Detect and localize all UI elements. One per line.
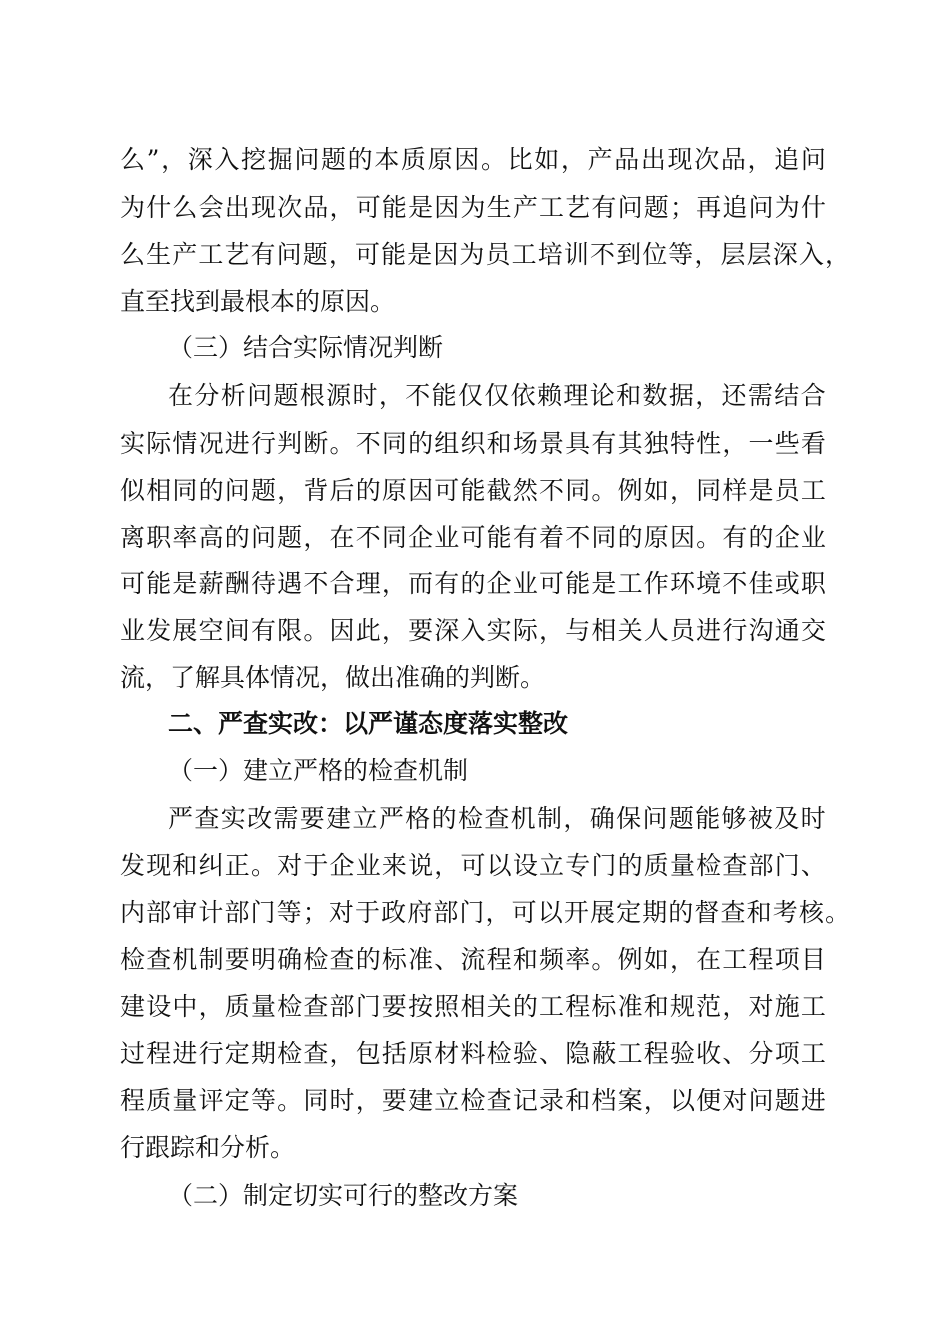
body-line: 么 ” ， 深 入 挖 掘 问 题 的 本 质 原 因 。 比 如 ， 产 品 出 现 次 品 ， 追 问 [120,145,826,174]
body-line: 发 现 和 纠 正 。 对 于 企 业 来 说 ， 可 以 设 立 专 门 的 质 量 检 查 部 门 、 [120,851,826,880]
body-line: 过 程 进 行 定 期 检 查 ， 包 括 原 材 料 检 验 、 隐 蔽 工 程 验 收 、 分 项 工 [120,1039,826,1068]
subheading-3: （三）结合实际情况判断 [168,333,444,362]
body-line: 实 际 情 况 进 行 判 断 。 不 同 的 组 织 和 场 景 具 有 其 独 特 性 ， 一 些 看 [120,429,826,458]
body-line: 严 查 实 改 需 要 建 立 严 格 的 检 查 机 制 ， 确 保 问 题 能 够 被 及 时 [168,804,826,833]
body-line: 为 什 么 会 出 现 次 品 ， 可 能 是 因 为 生 产 工 艺 有 问 题 ； 再 追 问 为 什 [120,193,826,222]
body-line: 业 发 展 空 间 有 限 。 因 此 ， 要 深 入 实 际 ， 与 相 关 人 员 进 行 沟 通 交 [120,616,826,645]
subheading-2: （二）制定切实可行的整改方案 [168,1181,519,1210]
body-line: 建 设 中 ， 质 量 检 查 部 门 要 按 照 相 关 的 工 程 标 准 和 规 范 ， 对 施 工 [120,992,826,1021]
body-line: 流，了解具体情况，做出准确的判断。 [120,663,546,692]
body-line: 可 能 是 薪 酬 待 遇 不 合 理 ， 而 有 的 企 业 可 能 是 工 作 环 境 不 佳 或 职 [120,569,826,598]
body-line: 行跟踪和分析。 [120,1133,296,1162]
body-line: 直至找到最根本的原因。 [120,287,396,316]
body-line: 内 部 审 计 部 门 等 ； 对 于 政 府 部 门 ， 可 以 开 展 定 期 的 督 查 和 考 核 。 [120,898,850,927]
subheading-1: （一）建立严格的检查机制 [168,756,469,785]
body-line: 离 职 率 高 的 问 题 ， 在 不 同 企 业 可 能 有 着 不 同 的 原 因 。 有 的 企 业 [120,523,826,552]
body-line: 么 生 产 工 艺 有 问 题 ， 可 能 是 因 为 员 工 培 训 不 到 位 等 ， 层 层 深 入 ， [120,240,850,269]
body-line: 在 分 析 问 题 根 源 时 ， 不 能 仅 仅 依 赖 理 论 和 数 据 ， 还 需 结 合 [168,381,826,410]
body-line: 检 查 机 制 要 明 确 检 查 的 标 准 、 流 程 和 频 率 。 例 如 ， 在 工 程 项 目 [120,945,826,974]
body-line: 程 质 量 评 定 等 。 同 时 ， 要 建 立 检 查 记 录 和 档 案 ， 以 便 对 问 题 进 [120,1086,826,1115]
body-line: 似 相 同 的 问 题 ， 背 后 的 原 因 可 能 截 然 不 同 。 例 如 ， 同 样 是 员 工 [120,476,826,505]
section-heading-2: 二、严查实改：以严谨态度落实整改 [168,709,569,738]
